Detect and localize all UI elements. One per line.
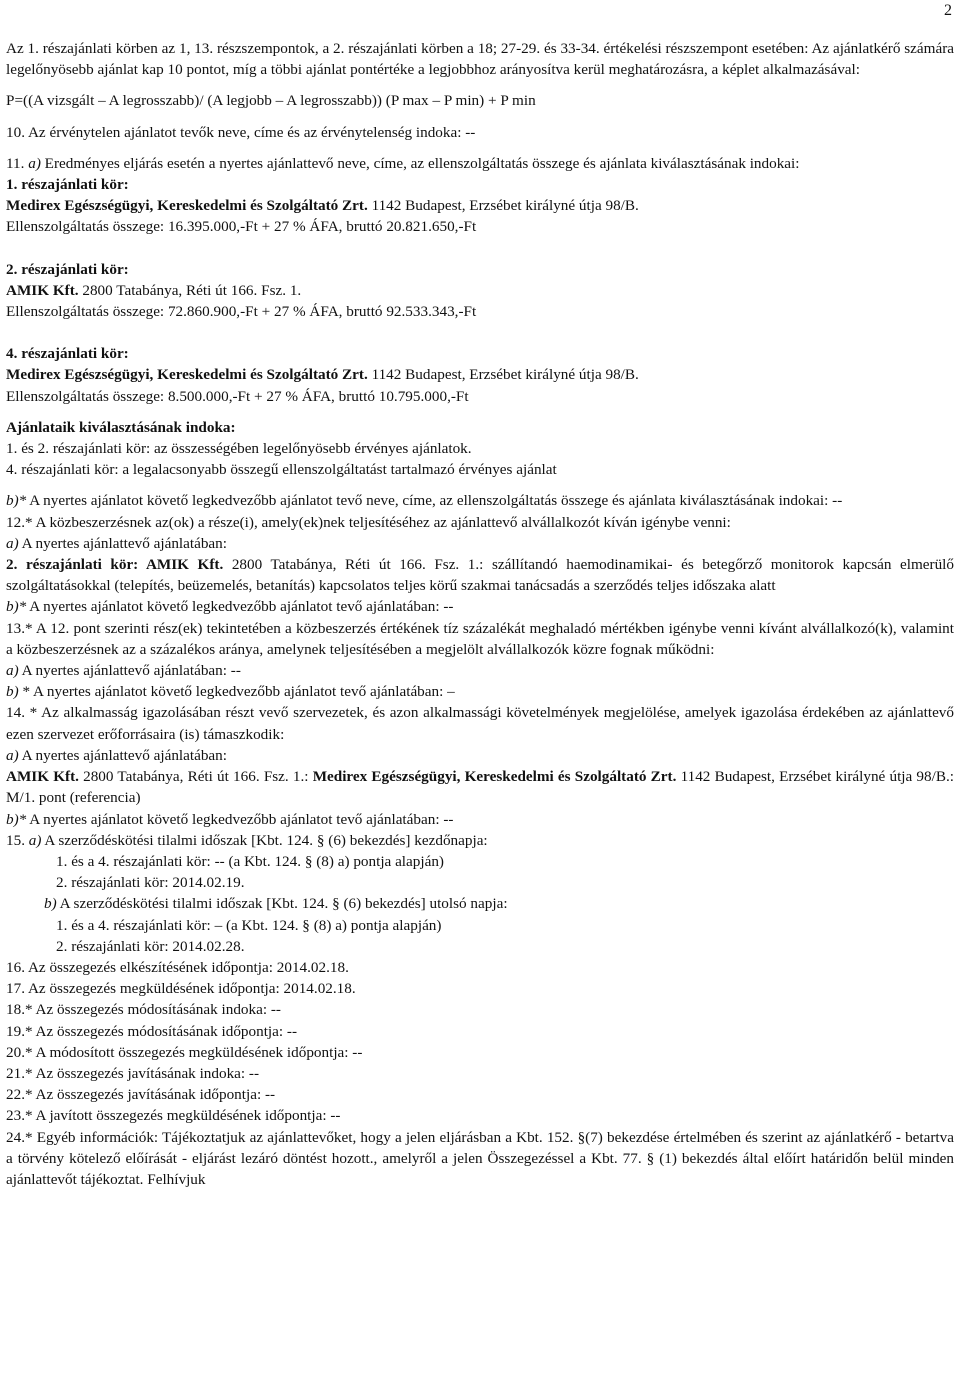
item-16: 16. Az összegezés elkészítésének időpontja: 2014.02.18.	[6, 958, 349, 976]
round-1-winner	[6, 195, 954, 216]
item-13-a: a) A nyertes ajánlattevő ajánlatában: --	[6, 662, 241, 680]
item-15-b: b) A szerződéskötési tilalmi időszak [Kbt. 124. § (6) bekezdés] utolsó napja:	[44, 895, 508, 913]
item-11-b-label: b)*	[6, 492, 27, 510]
item-14-medirex: Medirex Egészségügyi, Kereskedelmi és Szolgáltató Zrt.	[312, 768, 677, 786]
item-14-organizations: AMIK Kft. 2800 Tatabánya, Réti út 166. Fsz. 1.: Medirex Egészségügyi, Kereskedelmi és Szolgáltató Zrt. 1142 Budapest, Erzsébet királyné útja 98/B.: M/1. pont (referencia)	[6, 768, 954, 807]
round-1-amount: Ellenszolgáltatás összege: 16.395.000,-Ft + 27 % ÁFA, bruttó 20.821.650,-Ft	[6, 218, 477, 236]
round-2-heading: 2. részajánlati kör:	[6, 260, 129, 278]
round-4-heading: 4. részajánlati kör:	[6, 345, 129, 363]
item-12-b: b)* A nyertes ajánlatot követő legkedvezőbb ajánlatot tevő ajánlatában: --	[6, 598, 454, 616]
round-2-amount: Ellenszolgáltatás összege: 72.860.900,-Ft + 27 % ÁFA, bruttó 92.533.343,-Ft	[6, 303, 477, 321]
page-number: 2	[944, 2, 952, 19]
reason-round-4: 4. részajánlati kör: a legalacsonyabb összegű ellenszolgáltatást tartalmazó érvényes ajánlat	[6, 461, 557, 479]
item-15-a-1: 1. és a 4. részajánlati kör: -- (a Kbt. 124. § (8) a) pontja alapján)	[56, 852, 444, 870]
item-14: 14. * Az alkalmasság igazolásában részt vevő szervezetek, és azon alkalmassági követelmények megjelölése, amelyek igazolása érdekében az ajánlattevő ezen szervezet erőforrásaira (is) támaszkodik:	[6, 704, 954, 743]
scoring-paragraph: Az 1. részajánlati körben az 1, 13. részszempontok, a 2. részajánlati körben a 18; 27-29. és 33-34. értékelési részszempont esetében: Az ajánlatkérő számára legelőnyösebb ajánlat kap 10 pontot, míg a többi ajánlat pontértéke a legjobbhoz arányosítva kerül meghatározásra, a képlet alkalmazásával:	[6, 40, 954, 79]
item-20: 20.* A módosított összegezés megküldésének időpontja: --	[6, 1043, 363, 1061]
round-2-winner	[6, 280, 954, 301]
item-11-a-label: a)	[28, 154, 41, 172]
item-19: 19.* Az összegezés módosításának időpontja: --	[6, 1022, 298, 1040]
item-15-b-1: 1. és a 4. részajánlati kör: – (a Kbt. 124. § (8) a) pontja alapján)	[56, 916, 442, 934]
item-22: 22.* Az összegezés javításának időpontja: --	[6, 1086, 276, 1104]
item-13: 13.* A 12. pont szerinti rész(ek) tekintetében a közbeszerzés értékének tíz százalékát meghaladó mértékben igénybe venni kívánt alvállalkozó(k), valamint a közbeszerzésnek az a százalékos aránya, amelynek teljesítésében a megjelölt alvállalkozók közre fognak működni:	[6, 619, 954, 658]
item-12-round-2	[6, 554, 954, 596]
round-1-heading: 1. részajánlati kör:	[6, 176, 129, 194]
round-1-winner-name: Medirex Egészségügyi, Kereskedelmi és Szolgáltató Zrt.	[6, 197, 368, 215]
item-11-text: Eredményes eljárás esetén a nyertes ajánlattevő neve, címe, az ellenszolgáltatás összege és ajánlata kiválasztásának indokai:	[44, 154, 800, 172]
item-12-a: a) A nyertes ajánlattevő ajánlatában:	[6, 534, 227, 552]
reason-rounds-1-2: 1. és 2. részajánlati kör: az összességében legelőnyösebb érvényes ajánlatok.	[6, 440, 472, 458]
item-10: 10. Az érvénytelen ajánlatot tevők neve, címe és az érvénytelenség indoka: --	[6, 123, 476, 141]
item-14-b: b)* A nyertes ajánlatot követő legkedvezőbb ajánlatot tevő ajánlatában: --	[6, 810, 454, 828]
item-12: 12.* A közbeszerzésnek az(ok) a része(i), amely(ek)nek teljesítéséhez az ajánlattevő alvállalkozót kíván igénybe venni:	[6, 513, 731, 531]
item-15-a-2: 2. részajánlati kör: 2014.02.19.	[56, 874, 245, 892]
item-11-number: 11.	[6, 154, 25, 172]
scoring-formula: P=((A vizsgált – A legrosszabb)/ (A legjobb – A legrosszabb)) (P max – P min) + P min	[6, 92, 536, 110]
item-17: 17. Az összegezés megküldésének időpontja: 2014.02.18.	[6, 980, 356, 998]
item-13-b: b) * A nyertes ajánlatot követő legkedvezőbb ajánlatot tevő ajánlatában: –	[6, 683, 455, 701]
item-14-a: a) A nyertes ajánlattevő ajánlatában:	[6, 746, 227, 764]
round-2-winner-name: AMIK Kft.	[6, 281, 79, 299]
item-23: 23.* A javított összegezés megküldésének időpontja: --	[6, 1107, 341, 1125]
round-4-amount: Ellenszolgáltatás összege: 8.500.000,-Ft + 27 % ÁFA, bruttó 10.795.000,-Ft	[6, 387, 469, 405]
item-11-b	[6, 490, 954, 511]
item-11	[6, 153, 954, 174]
item-15-b-2: 2. részajánlati kör: 2014.02.28.	[56, 937, 245, 955]
round-4-winner-name: Medirex Egészségügyi, Kereskedelmi és Szolgáltató Zrt.	[6, 366, 368, 384]
item-14-amik: AMIK Kft.	[6, 768, 79, 786]
reason-heading: Ajánlataik kiválasztásának indoka:	[6, 418, 236, 436]
item-12-round-2-text: 2800 Tatabánya, Réti út 166. Fsz. 1.: szállítandó haemodinamikai- és betegőrző monitorok kapcsán elmerülő szolgáltatásokkal (telepítés, beüzemelés, betanítás) kapcsolatos teljes körű szakmai tanácsadás a szerződés teljes időszaka alatt	[6, 556, 954, 595]
round-2-winner-address: 2800 Tatabánya, Réti út 166. Fsz. 1.	[78, 281, 302, 299]
item-12-round-2-head: 2. részajánlati kör: AMIK Kft.	[6, 556, 224, 574]
document-body	[6, 38, 954, 1190]
item-15-a: 15. a) A szerződéskötési tilalmi időszak [Kbt. 124. § (6) bekezdés] kezdőnapja:	[6, 831, 488, 849]
round-4-winner-address: 1142 Budapest, Erzsébet királyné útja 98/B.	[367, 366, 639, 384]
round-1-winner-address: 1142 Budapest, Erzsébet királyné útja 98/B.	[367, 197, 639, 215]
item-18: 18.* Az összegezés módosításának indoka: --	[6, 1001, 281, 1019]
item-21: 21.* Az összegezés javításának indoka: --	[6, 1064, 260, 1082]
item-11-b-text: A nyertes ajánlatot követő legkedvezőbb ajánlatot tevő neve, címe, az ellenszolgáltatás összege és ajánlata kiválasztásának indokai: --	[26, 492, 843, 510]
round-4-winner	[6, 364, 954, 385]
item-24: 24.* Egyéb információk: Tájékoztatjuk az ajánlattevőket, hogy a jelen eljárásban a Kbt. 152. §(7) bekezdése értelmében és szerint az ajánlatkérő - betartva a törvény kötelező előírását - eljárást lezáró döntést hozott., amelyről a jelen Összegezéssel a Kbt. 77. § (1) bekezdés által előírt határidőn belül minden ajánlattevőt tájékoztat. Felhívjuk	[6, 1128, 954, 1188]
